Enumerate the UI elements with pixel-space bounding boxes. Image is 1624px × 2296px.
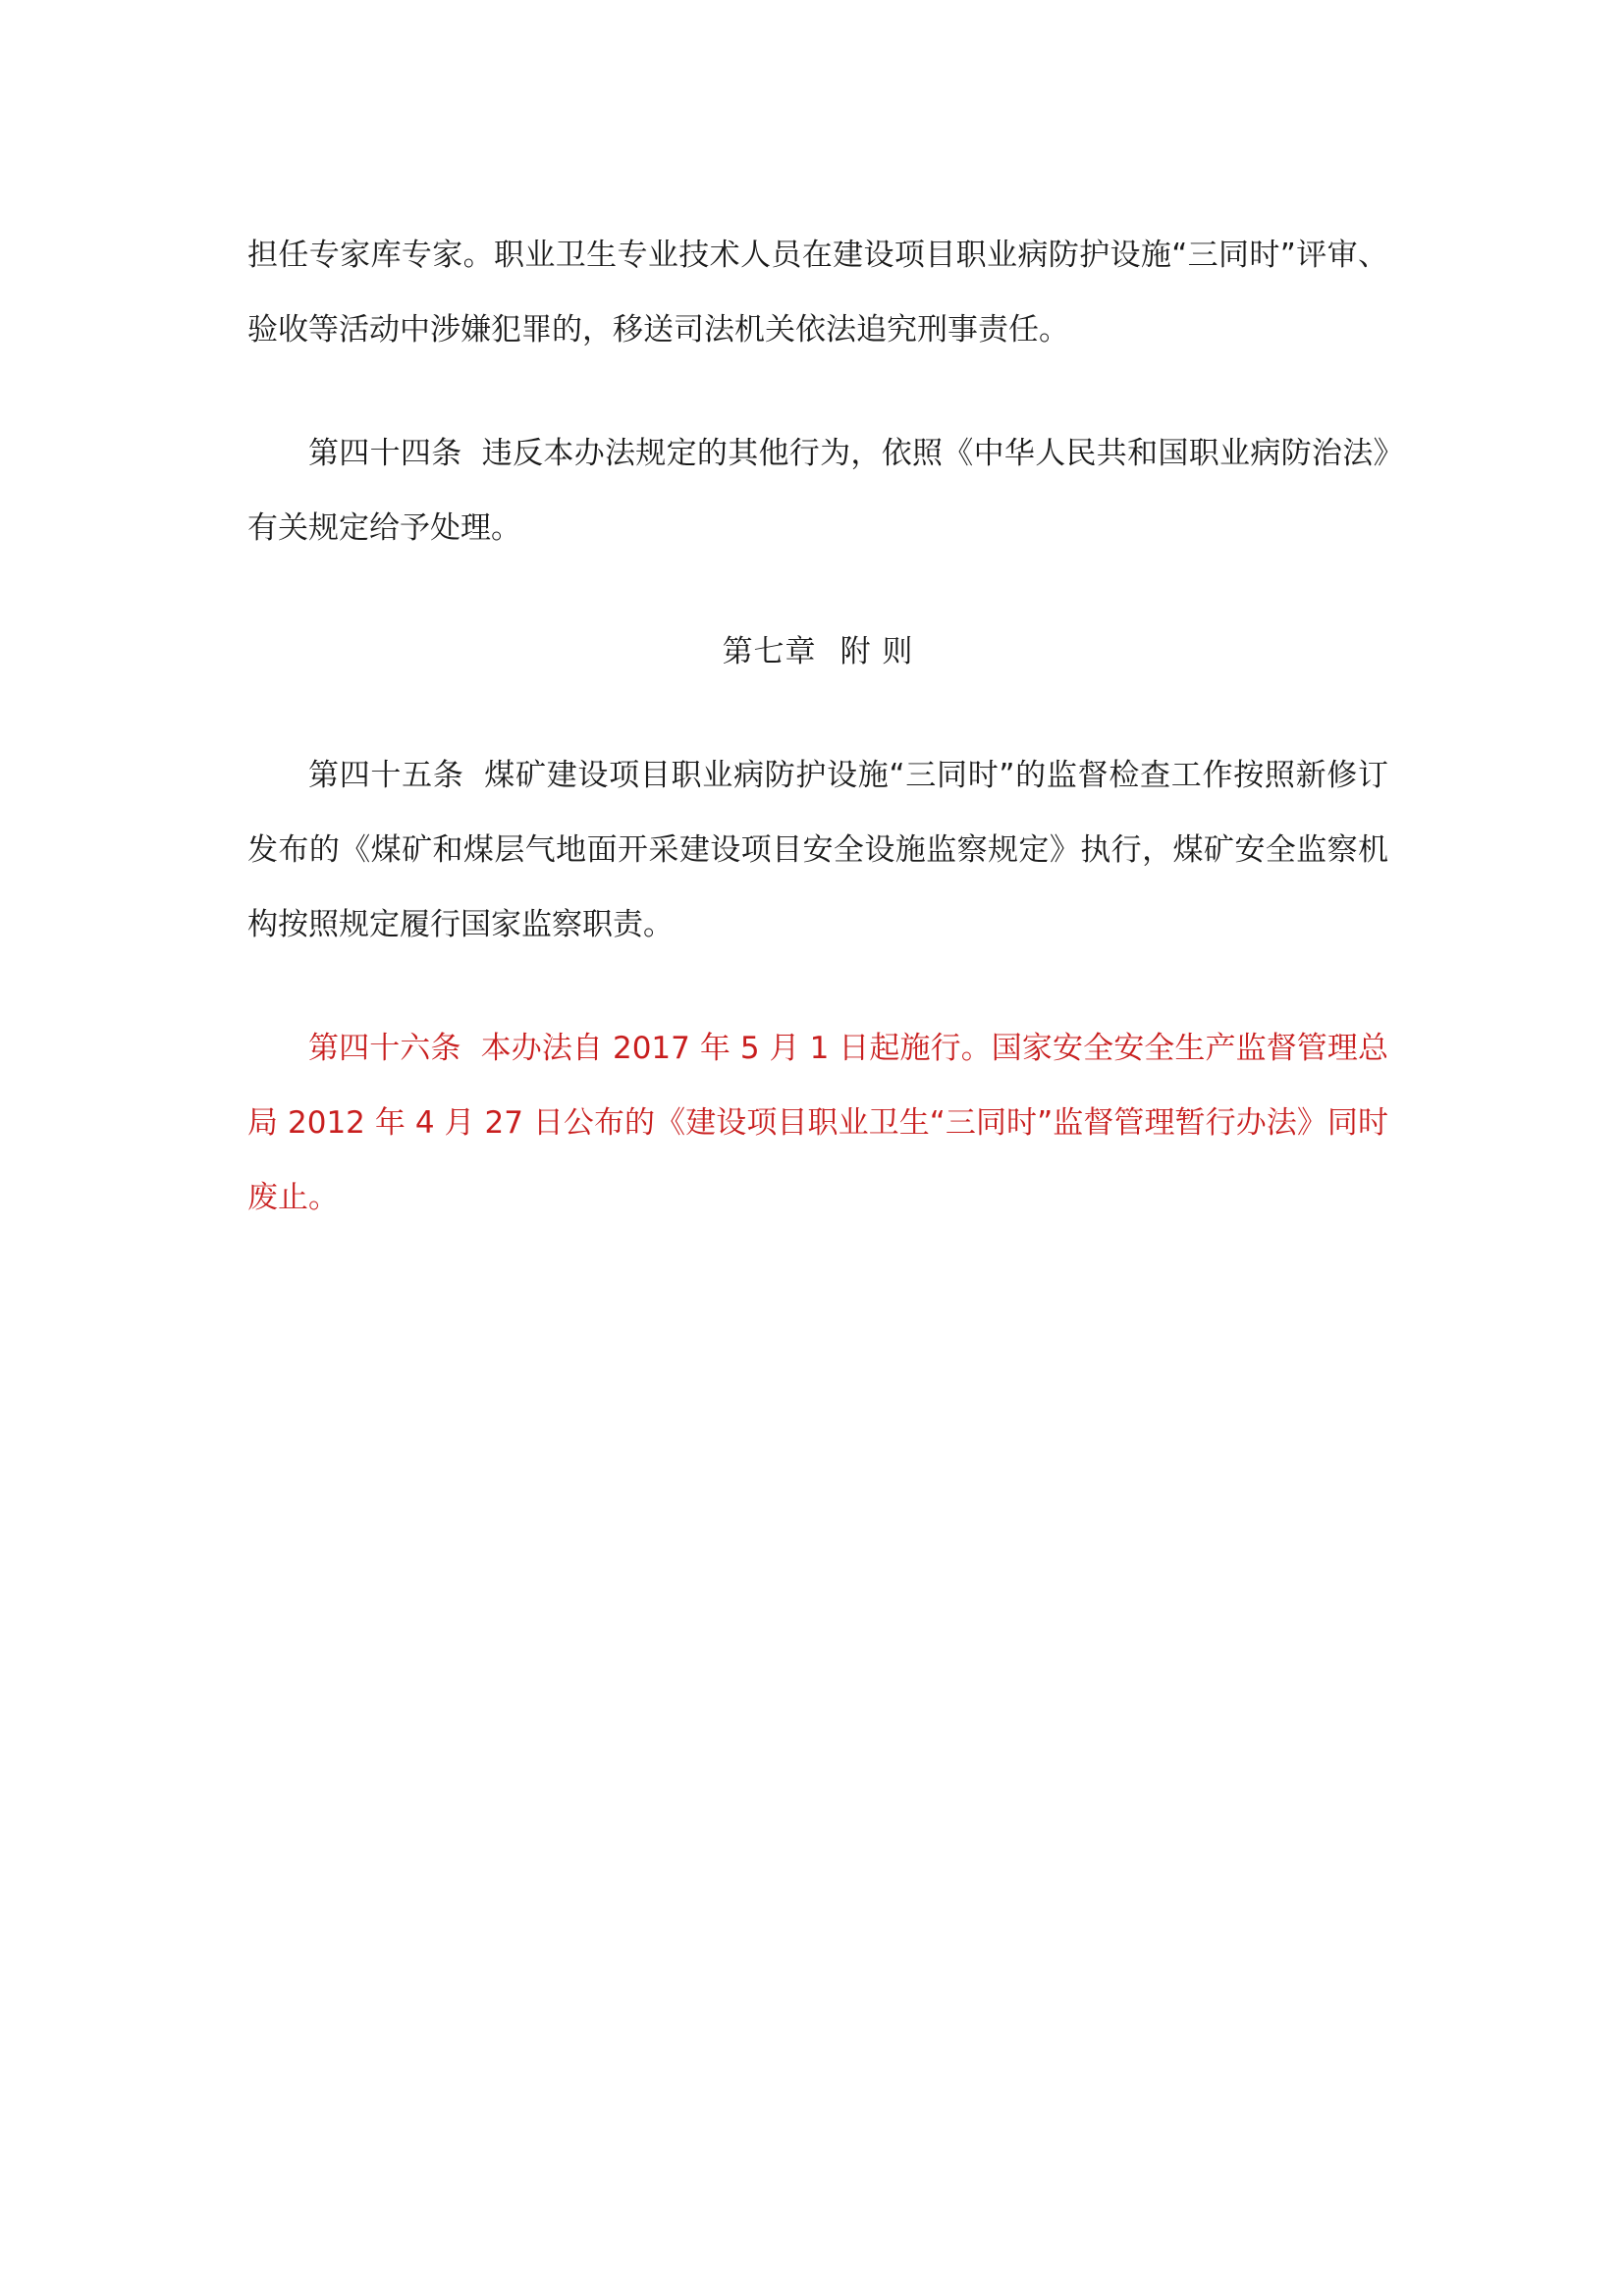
chapter-number: 第七章 (722, 634, 817, 669)
article-45 (247, 738, 1388, 962)
article-46 (247, 1011, 1388, 1235)
article-44-text: 违反本办法规定的其他行为，依照《中华人民共和国职业病防治法》有关规定给予处理。 (247, 436, 1388, 546)
article-46-text: 本办法自 2017 年 5 月 1 日起施行。国家安全安全生产监督管理总局 2012 年 4 月 27 日公布的《建设项目职业卫生“三同时”监督管理暂行办法》同时废止。 (247, 1031, 1389, 1215)
article-45-text: 煤矿建设项目职业病防护设施“三同时”的监督检查工作按照新修订发布的《煤矿和煤层气地面开采建设项目安全设施监察规定》执行，煤矿安全监察机构按照规定履行国家监察职责。 (247, 758, 1389, 942)
article-43-continuation: 担任专家库专家。职业卫生专业技术人员在建设项目职业病防护设施“三同时”评审、验收等活动中涉嫌犯罪的，移送司法机关依法追究刑事责任。 (247, 238, 1388, 347)
document-body (247, 218, 1388, 1284)
chapter-title: 附 则 (839, 634, 914, 669)
chapter-heading (247, 614, 1388, 689)
article-44 (247, 416, 1388, 565)
article-45-number: 第四十五条 (308, 758, 464, 793)
article-44-number: 第四十四条 (308, 436, 462, 471)
article-46-number: 第四十六条 (308, 1031, 461, 1066)
